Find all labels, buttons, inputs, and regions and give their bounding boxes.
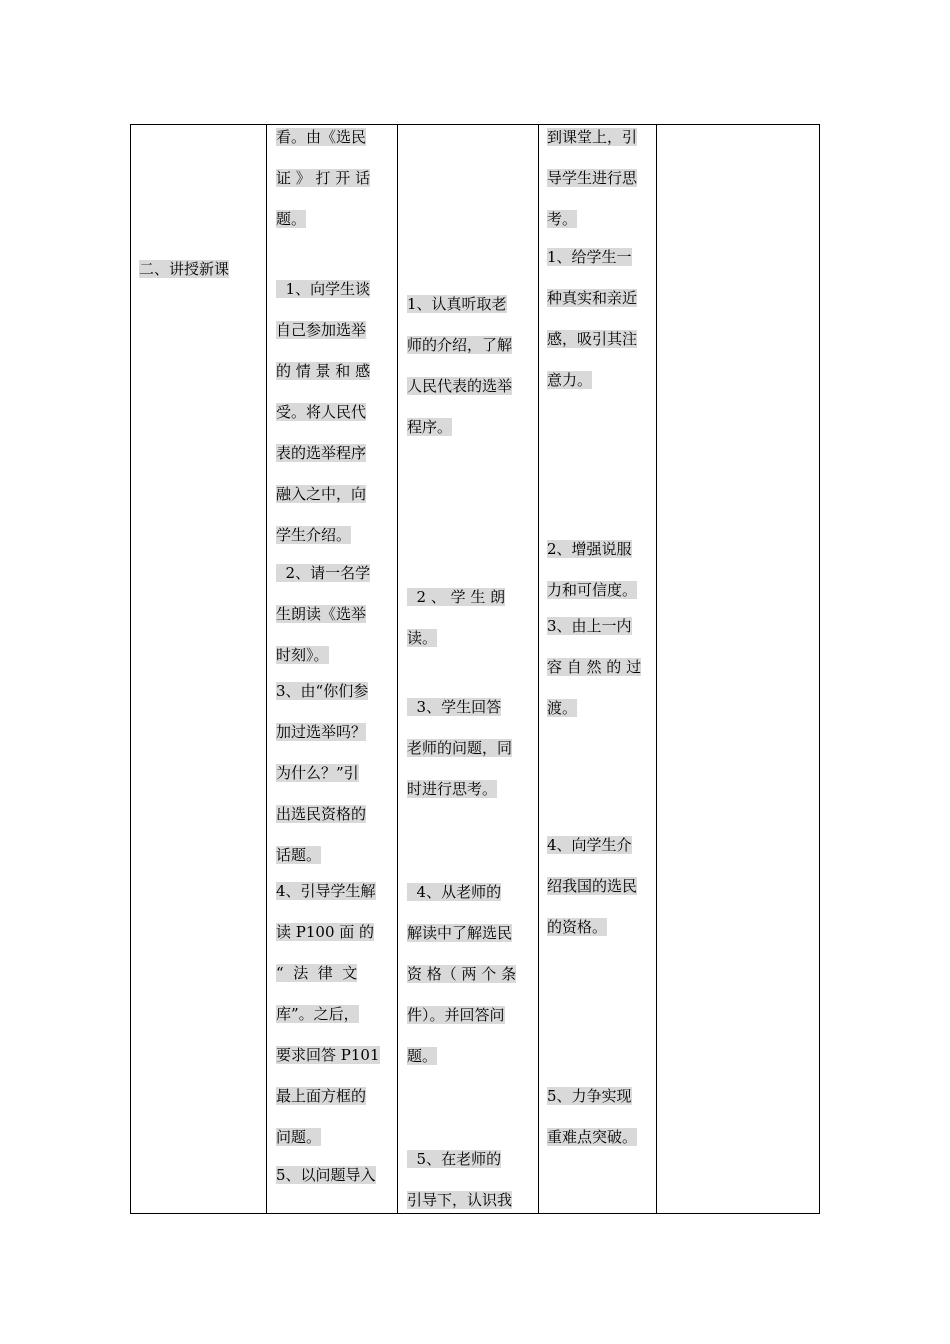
section-label: 二、讲授新课 <box>139 260 230 278</box>
student-block-2 <box>407 577 531 659</box>
text-line: 加过选举吗？ <box>276 723 367 741</box>
text-line: 2 、 学 生 朗 <box>407 588 506 606</box>
column-divider <box>397 125 398 1213</box>
text-line: 导学生进行思 <box>547 169 638 187</box>
text-line: 种真实和亲近 <box>547 289 638 307</box>
lesson-table <box>130 124 820 1214</box>
text-line: 读 P100 面 的 <box>276 923 375 941</box>
text-line: 1、向学生谈 <box>276 280 371 298</box>
text-line: 生朗读《选举 <box>276 605 367 623</box>
student-block-1 <box>407 284 531 448</box>
intent-block-2 <box>547 529 649 611</box>
text-line: 引导下，认识我 <box>407 1191 513 1209</box>
text-line: 题。 <box>276 210 307 228</box>
text-line: 话题。 <box>276 846 322 864</box>
text-line: 2、增强说服 <box>547 540 632 558</box>
teacher-block-1 <box>276 117 390 240</box>
text-line: 融入之中，向 <box>276 485 367 503</box>
text-line: 受。将人民代 <box>276 403 367 421</box>
text-line: 1、认真听取老 <box>407 295 507 313</box>
text-line: 力和可信度。 <box>547 581 638 599</box>
text-line: 4、从老师的 <box>407 883 502 901</box>
text-line: 4、向学生介 <box>547 836 632 854</box>
intent-block-0 <box>547 117 649 240</box>
teacher-block-4 <box>276 671 390 876</box>
text-line: 人民代表的选举 <box>407 377 513 395</box>
text-line: 老师的问题，同 <box>407 739 513 757</box>
text-line: 4、引导学生解 <box>276 882 376 900</box>
text-line: 时进行思考。 <box>407 780 498 798</box>
teacher-block-3 <box>276 553 390 676</box>
text-line: 意力。 <box>547 371 593 389</box>
student-block-4 <box>407 872 531 1077</box>
text-line: 表的选举程序 <box>276 444 367 462</box>
text-line: 3、由“你们参 <box>276 682 369 700</box>
text-line: 证 》 打 开 话 <box>276 169 371 187</box>
teacher-block-5 <box>276 871 390 1158</box>
text-line: 重难点突破。 <box>547 1128 638 1146</box>
text-line: 绍我国的选民 <box>547 877 638 895</box>
text-line: 时刻》。 <box>276 646 329 664</box>
column-divider <box>266 125 267 1213</box>
text-line: 5、在老师的 <box>407 1150 502 1168</box>
text-line: 的资格。 <box>547 918 608 936</box>
text-line: 读。 <box>407 629 438 647</box>
text-line: 出选民资格的 <box>276 805 367 823</box>
text-line: 5、力争实现 <box>547 1087 632 1105</box>
text-line: 件）。并回答问 <box>407 1006 505 1024</box>
text-line: 要求回答 P101 <box>276 1046 380 1064</box>
student-block-5 <box>407 1139 531 1221</box>
text-line: 师的介绍，了解 <box>407 336 513 354</box>
column-divider <box>538 125 539 1213</box>
text-line: 的 情 景 和 感 <box>276 362 371 380</box>
teacher-block-6 <box>276 1155 390 1196</box>
text-line: 程序。 <box>407 418 453 436</box>
text-line: 题。 <box>407 1047 438 1065</box>
text-line: 2、请一名学 <box>276 564 371 582</box>
text-line: “ 法 律 文 <box>276 964 358 982</box>
intent-block-5 <box>547 1076 649 1158</box>
column-divider <box>656 125 657 1213</box>
teacher-block-2 <box>276 269 390 556</box>
text-line: 考。 <box>547 210 578 228</box>
text-line: 库”。之后， <box>276 1005 359 1023</box>
text-line: 自己参加选举 <box>276 321 367 339</box>
text-line: 渡。 <box>547 699 578 717</box>
text-line: 3、由上一内 <box>547 617 632 635</box>
text-line: 为什么？”引 <box>276 764 359 782</box>
text-line: 5、以问题导入 <box>276 1166 376 1184</box>
text-line: 学生介绍。 <box>276 526 352 544</box>
text-line: 感，吸引其注 <box>547 330 638 348</box>
text-line: 到课堂上，引 <box>547 128 638 146</box>
intent-block-1 <box>547 237 649 401</box>
text-line: 1、给学生一 <box>547 248 632 266</box>
intent-block-3 <box>547 606 649 729</box>
text-line: 解读中了解选民 <box>407 924 513 942</box>
text-line: 问题。 <box>276 1128 322 1146</box>
student-block-3 <box>407 687 531 810</box>
text-line: 最上面方框的 <box>276 1087 367 1105</box>
text-line: 容 自 然 的 过 <box>547 658 642 676</box>
text-line: 看。由《选民 <box>276 128 367 146</box>
intent-block-4 <box>547 825 649 948</box>
text-line: 3、学生回答 <box>407 698 502 716</box>
text-line: 资 格（ 两 个 条 <box>407 965 517 983</box>
